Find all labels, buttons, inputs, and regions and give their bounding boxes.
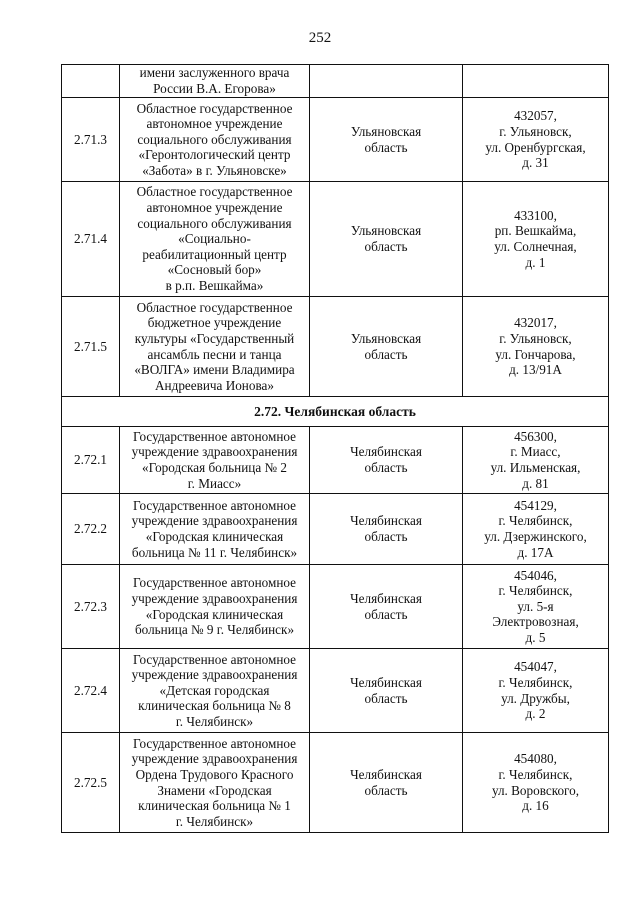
row-number: 2.72.2 (62, 494, 120, 565)
address: 454047, г. Челябинск, ул. Дружбы, д. 2 (463, 649, 609, 733)
institution-name: Государственное автономное учреждение здравоохранения «Городская клиническая больница № 11 г. Челябинск» (120, 494, 310, 565)
table-row (62, 297, 609, 397)
row-number: 2.71.4 (62, 182, 120, 297)
institution-name: Областное государственное бюджетное учреждение культуры «Государственный ансамбль песни и танца «ВОЛГА» имени Владимира Андреевича Ионова» (120, 297, 310, 397)
table-row (62, 565, 609, 649)
row-number: 2.72.1 (62, 427, 120, 494)
address: 456300, г. Миасс, ул. Ильменская, д. 81 (463, 427, 609, 494)
region: Ульяновская область (310, 182, 463, 297)
row-number: 2.72.4 (62, 649, 120, 733)
address: 432057, г. Ульяновск, ул. Оренбургская, д. 31 (463, 98, 609, 182)
row-number: 2.72.5 (62, 733, 120, 833)
section-row (62, 397, 609, 427)
table-row (62, 427, 609, 494)
region: Челябинская область (310, 565, 463, 649)
institution-name: Областное государственное автономное учреждение социального обслуживания «Геронтологический центр «Забота» в г. Ульяновске» (120, 98, 310, 182)
institution-name: имени заслуженного врача России В.А. Егорова» (120, 65, 310, 98)
institution-name: Государственное автономное учреждение здравоохранения Ордена Трудового Красного Знамени «Городская клиническая больница № 1 г. Челябинск» (120, 733, 310, 833)
region: Ульяновская область (310, 98, 463, 182)
table-row (62, 65, 609, 98)
address: 454080, г. Челябинск, ул. Воровского, д. 16 (463, 733, 609, 833)
institution-name: Областное государственное автономное учреждение социального обслуживания «Социально- реабилитационный центр «Сосновый бор» в р.п. Вешкайма» (120, 182, 310, 297)
institution-name: Государственное автономное учреждение здравоохранения «Детская городская клиническая больница № 8 г. Челябинск» (120, 649, 310, 733)
institution-name: Государственное автономное учреждение здравоохранения «Городская больница № 2 г. Миасс» (120, 427, 310, 494)
address (463, 65, 609, 98)
row-number (62, 65, 120, 98)
table-row (62, 649, 609, 733)
table-row (62, 494, 609, 565)
registry-table (61, 64, 609, 833)
section-title: 2.72. Челябинская область (62, 397, 609, 427)
table-row (62, 98, 609, 182)
region: Челябинская область (310, 494, 463, 565)
row-number: 2.71.5 (62, 297, 120, 397)
region (310, 65, 463, 98)
address: 432017, г. Ульяновск, ул. Гончарова, д. 13/91А (463, 297, 609, 397)
row-number: 2.71.3 (62, 98, 120, 182)
region: Ульяновская область (310, 297, 463, 397)
row-number: 2.72.3 (62, 565, 120, 649)
address: 454129, г. Челябинск, ул. Дзержинского, д. 17А (463, 494, 609, 565)
institution-name: Государственное автономное учреждение здравоохранения «Городская клиническая больница № 9 г. Челябинск» (120, 565, 310, 649)
region: Челябинская область (310, 427, 463, 494)
address: 433100, рп. Вешкайма, ул. Солнечная, д. 1 (463, 182, 609, 297)
table-row (62, 182, 609, 297)
address: 454046, г. Челябинск, ул. 5-я Электровозная, д. 5 (463, 565, 609, 649)
region: Челябинская область (310, 649, 463, 733)
table-row (62, 733, 609, 833)
region: Челябинская область (310, 733, 463, 833)
page-number: 252 (308, 30, 332, 46)
